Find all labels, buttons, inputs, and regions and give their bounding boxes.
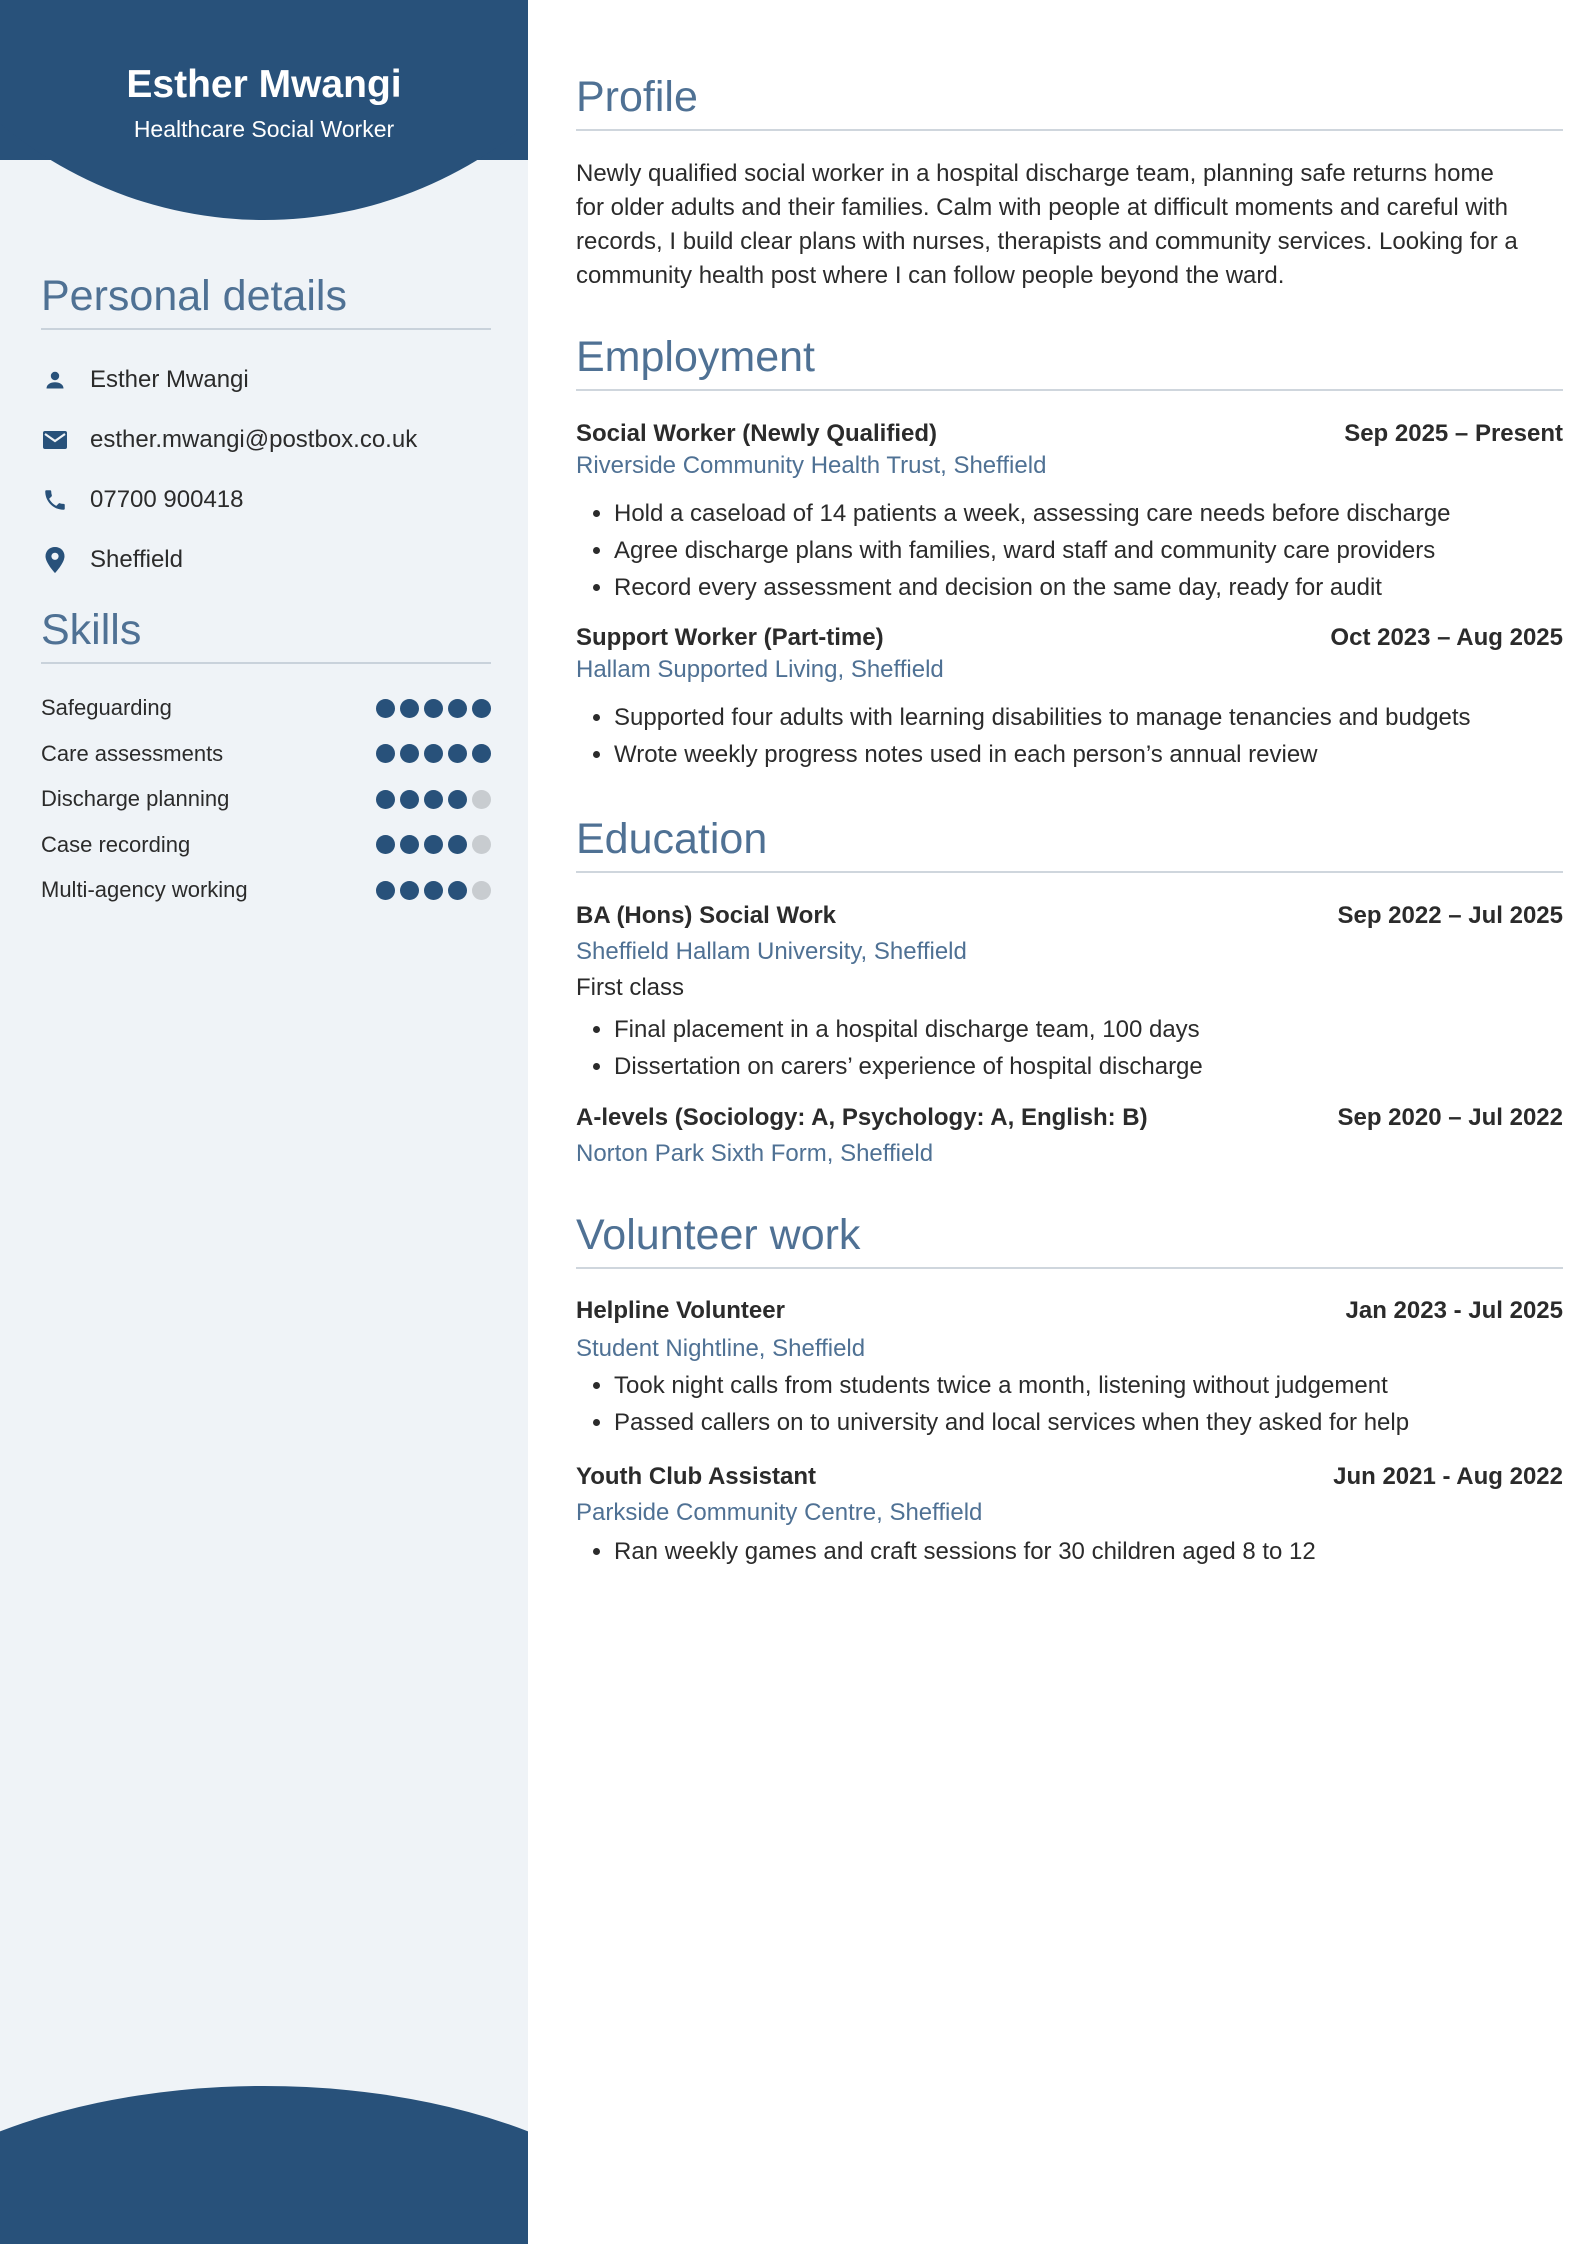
education-dates: Sep 2022 – Jul 2025 xyxy=(1337,902,1563,929)
rating-dot-filled xyxy=(472,744,491,763)
skill-rating xyxy=(371,835,491,854)
volunteer-organisation: Student Nightline, Sheffield xyxy=(576,1335,866,1362)
bullet-item: • Record every assessment and decision on the same day, ready for audit xyxy=(614,569,1451,606)
rating-dot-empty xyxy=(472,835,491,854)
location-pin-icon xyxy=(41,546,69,574)
contact-email[interactable] xyxy=(41,420,417,460)
contact-location xyxy=(41,540,183,580)
rating-dot-filled xyxy=(448,881,467,900)
rating-dot-filled xyxy=(400,744,419,763)
contact-name xyxy=(41,360,249,400)
candidate-name: Esther Mwangi xyxy=(126,63,402,106)
education-header xyxy=(576,1102,1563,1134)
job-organisation: Riverside Community Health Trust, Sheffield xyxy=(576,452,1047,479)
skill-name: Multi-agency working xyxy=(41,877,248,902)
bullet-item: • Ran weekly games and craft sessions for 30 children aged 8 to 12 xyxy=(614,1533,1316,1570)
job-organisation: Hallam Supported Living, Sheffield xyxy=(576,656,944,683)
volunteer-organisation: Parkside Community Centre, Sheffield xyxy=(576,1499,983,1526)
profile-line: Newly qualified social worker in a hospital discharge team, planning safe returns home xyxy=(576,160,1494,187)
skill-rating xyxy=(371,881,491,900)
rating-dot-filled xyxy=(448,744,467,763)
rating-dot-filled xyxy=(376,835,395,854)
contact-phone[interactable] xyxy=(41,480,244,520)
education-institution: Norton Park Sixth Form, Sheffield xyxy=(576,1140,934,1167)
profile-line: records, I build clear plans with nurses, therapists and community services. Looking for a xyxy=(576,228,1518,255)
rating-dot-filled xyxy=(400,881,419,900)
bullet-item: • Passed callers on to university and local services when they asked for help xyxy=(614,1404,1409,1441)
volunteer-bullets xyxy=(576,1367,1409,1441)
profile-heading: Profile xyxy=(576,71,1563,131)
bullet-item: • Supported four adults with learning disabilities to manage tenancies and budgets xyxy=(614,699,1471,736)
personal-details-heading: Personal details xyxy=(41,270,491,330)
rating-dot-filled xyxy=(424,835,443,854)
education-dates: Sep 2020 – Jul 2022 xyxy=(1337,1104,1563,1131)
volunteer-header xyxy=(576,1461,1563,1493)
rating-dot-filled xyxy=(448,835,467,854)
education-heading: Education xyxy=(576,813,1563,873)
rating-dot-filled xyxy=(376,744,395,763)
rating-dot-filled xyxy=(424,790,443,809)
volunteer-title: Helpline Volunteer xyxy=(576,1297,785,1324)
volunteer-header xyxy=(576,1295,1563,1327)
footer-curve xyxy=(0,2086,528,2244)
job-dates: Oct 2023 – Aug 2025 xyxy=(1330,624,1563,651)
job-title: Social Worker (Newly Qualified) xyxy=(576,420,937,447)
education-bullets xyxy=(576,1011,1203,1085)
skill-name: Care assessments xyxy=(41,740,224,766)
profile-text xyxy=(576,157,1563,293)
bullet-item: • Final placement in a hospital discharge team, 100 days xyxy=(614,1011,1203,1048)
education-title: BA (Hons) Social Work xyxy=(576,902,837,929)
skill-row xyxy=(41,736,491,772)
header-curve xyxy=(0,0,528,220)
profile-line: community health post where I can follow people beyond the ward. xyxy=(576,262,1285,289)
job-bullets xyxy=(576,495,1451,606)
rating-dot-filled xyxy=(376,790,395,809)
bullet-item: • Hold a caseload of 14 patients a week, assessing care needs before discharge xyxy=(614,495,1451,532)
candidate-title: Healthcare Social Worker xyxy=(133,116,395,142)
education-note: First class xyxy=(576,974,684,1001)
rating-dot-empty xyxy=(472,881,491,900)
rating-dot-filled xyxy=(424,699,443,718)
bullet-item: • Wrote weekly progress notes used in each person’s annual review xyxy=(614,736,1471,773)
job-dates: Sep 2025 – Present xyxy=(1344,420,1563,447)
education-institution: Sheffield Hallam University, Sheffield xyxy=(576,938,967,965)
email-icon xyxy=(41,426,69,454)
skill-name: Discharge planning xyxy=(41,786,230,811)
rating-dot-filled xyxy=(376,881,395,900)
contact-email-text[interactable]: esther.mwangi@postbox.co.uk xyxy=(90,426,418,453)
skill-row xyxy=(41,872,491,908)
job-header xyxy=(576,622,1563,654)
rating-dot-empty xyxy=(472,790,491,809)
education-header xyxy=(576,900,1563,932)
rating-dot-filled xyxy=(376,699,395,718)
skill-row xyxy=(41,781,491,817)
phone-icon xyxy=(41,486,69,514)
profile-line: for older adults and their families. Calm with people at difficult moments and careful with xyxy=(576,194,1509,221)
volunteer-bullets xyxy=(576,1533,1316,1570)
volunteer-dates: Jun 2021 - Aug 2022 xyxy=(1333,1463,1563,1490)
rating-dot-filled xyxy=(400,790,419,809)
job-header xyxy=(576,418,1563,450)
contact-name-text: Esther Mwangi xyxy=(90,366,249,393)
sidebar xyxy=(0,0,528,2244)
bullet-item: • Took night calls from students twice a month, listening without judgement xyxy=(614,1367,1409,1404)
rating-dot-filled xyxy=(400,835,419,854)
volunteer-dates: Jan 2023 - Jul 2025 xyxy=(1345,1297,1563,1324)
education-title: A-levels (Sociology: A, Psychology: A, English: B) xyxy=(576,1104,1148,1131)
rating-dot-filled xyxy=(448,699,467,718)
employment-heading: Employment xyxy=(576,331,1563,391)
job-bullets xyxy=(576,699,1471,773)
rating-dot-filled xyxy=(424,881,443,900)
rating-dot-filled xyxy=(424,744,443,763)
volunteer-title: Youth Club Assistant xyxy=(576,1463,816,1490)
person-icon xyxy=(41,366,69,394)
skill-name: Case recording xyxy=(41,831,191,857)
skills-heading: Skills xyxy=(41,604,491,664)
job-title: Support Worker (Part-time) xyxy=(576,624,884,651)
skill-rating xyxy=(371,790,491,809)
skill-name: Safeguarding xyxy=(41,695,172,720)
bullet-item: • Dissertation on carers’ experience of hospital discharge xyxy=(614,1048,1203,1085)
rating-dot-filled xyxy=(400,699,419,718)
skill-row xyxy=(41,827,491,863)
contact-location-text: Sheffield xyxy=(90,546,183,573)
skill-row xyxy=(41,690,491,726)
rating-dot-filled xyxy=(448,790,467,809)
volunteer-heading: Volunteer work xyxy=(576,1209,1563,1269)
skill-rating xyxy=(371,744,491,763)
rating-dot-filled xyxy=(472,699,491,718)
bullet-item: • Agree discharge plans with families, ward staff and community care providers xyxy=(614,532,1451,569)
skill-rating xyxy=(371,699,491,718)
contact-phone-text[interactable]: 07700 900418 xyxy=(90,486,244,513)
